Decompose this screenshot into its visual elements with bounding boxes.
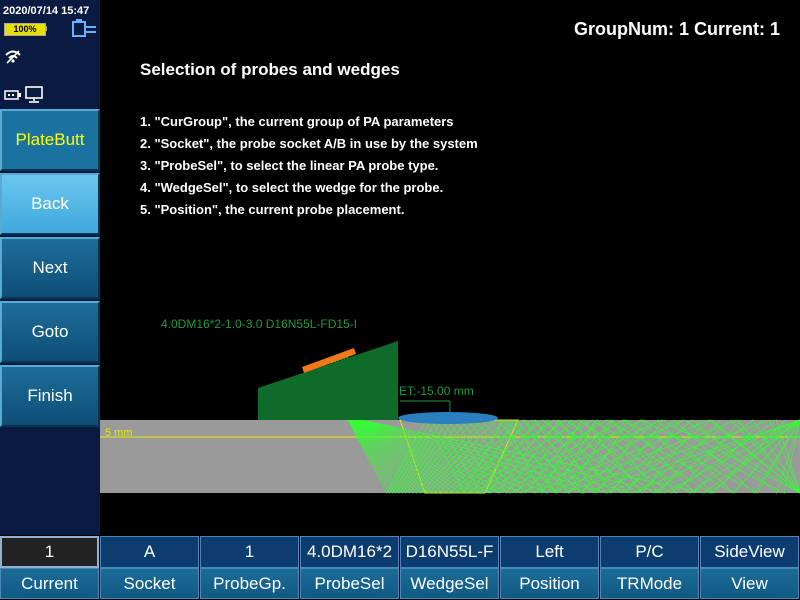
- softkey-value[interactable]: 1: [0, 536, 99, 568]
- thickness-label: 5 mm: [105, 427, 133, 439]
- softkey-probesel[interactable]: [300, 536, 399, 599]
- softkey-value[interactable]: SideView: [700, 536, 799, 568]
- probe-wedge-label: 4.0DM16*2-1.0-3.0 D16N55L-FD15-I: [161, 317, 358, 331]
- softkey-trmode[interactable]: [600, 536, 699, 599]
- page-title: Selection of probes and wedges: [140, 60, 400, 79]
- probe-wedge-side-view: [100, 300, 800, 535]
- softkey-value[interactable]: 1: [200, 536, 299, 568]
- softkey-label: Current: [0, 568, 99, 599]
- softkey-value[interactable]: D16N55L-F: [400, 536, 499, 568]
- softkey-label: ProbeGp.: [200, 568, 299, 599]
- group-info: GroupNum: 1 Current: 1: [573, 19, 780, 39]
- computer-icon: [25, 86, 43, 104]
- instruction-item: 3. "ProbeSel", to select the linear PA probe type.: [140, 158, 439, 173]
- goto-button[interactable]: Goto: [0, 301, 100, 363]
- battery-cap: [45, 26, 47, 31]
- weld-cap: [398, 412, 498, 424]
- instruction-item: 5. "Position", the current probe placement.: [140, 202, 405, 217]
- softkey-value[interactable]: P/C: [600, 536, 699, 568]
- sidebar-item-platebutt[interactable]: PlateButt: [0, 109, 100, 171]
- battery-icon: 100%: [4, 23, 46, 36]
- wifi-disconnected-icon: [4, 47, 22, 65]
- usb-icon: [4, 89, 22, 101]
- next-button[interactable]: Next: [0, 237, 100, 299]
- softkey-label: WedgeSel: [400, 568, 499, 599]
- softkey-socket[interactable]: [100, 536, 199, 599]
- softkey-current[interactable]: [0, 536, 99, 599]
- sidebar: [0, 0, 100, 535]
- softkey-bar: [0, 535, 800, 600]
- softkey-wedgesel[interactable]: [400, 536, 499, 599]
- softkey-label: Position: [500, 568, 599, 599]
- softkey-label: ProbeSel: [300, 568, 399, 599]
- instruction-item: 4. "WedgeSel", to select the wedge for the probe.: [140, 180, 444, 195]
- et-label: ET:-15.00 mm: [399, 384, 474, 398]
- probe-connector-icon: [70, 19, 98, 39]
- instruction-item: 1. "CurGroup", the current group of PA parameters: [140, 114, 454, 129]
- finish-button[interactable]: Finish: [0, 365, 100, 427]
- softkey-label: View: [700, 568, 799, 599]
- softkey-value[interactable]: 4.0DM16*2: [300, 536, 399, 568]
- softkey-label: TRMode: [600, 568, 699, 599]
- softkey-value[interactable]: Left: [500, 536, 599, 568]
- wedge: [258, 341, 398, 420]
- instruction-list: [140, 111, 478, 221]
- back-button[interactable]: Back: [0, 173, 100, 235]
- instruction-item: 2. "Socket", the probe socket A/B in use by the system: [140, 136, 478, 151]
- softkey-label: Socket: [100, 568, 199, 599]
- softkey-view[interactable]: [700, 536, 799, 599]
- status-datetime: 2020/07/14 15:47: [3, 5, 90, 17]
- softkey-probegp[interactable]: [200, 536, 299, 599]
- softkey-value[interactable]: A: [100, 536, 199, 568]
- softkey-position[interactable]: [500, 536, 599, 599]
